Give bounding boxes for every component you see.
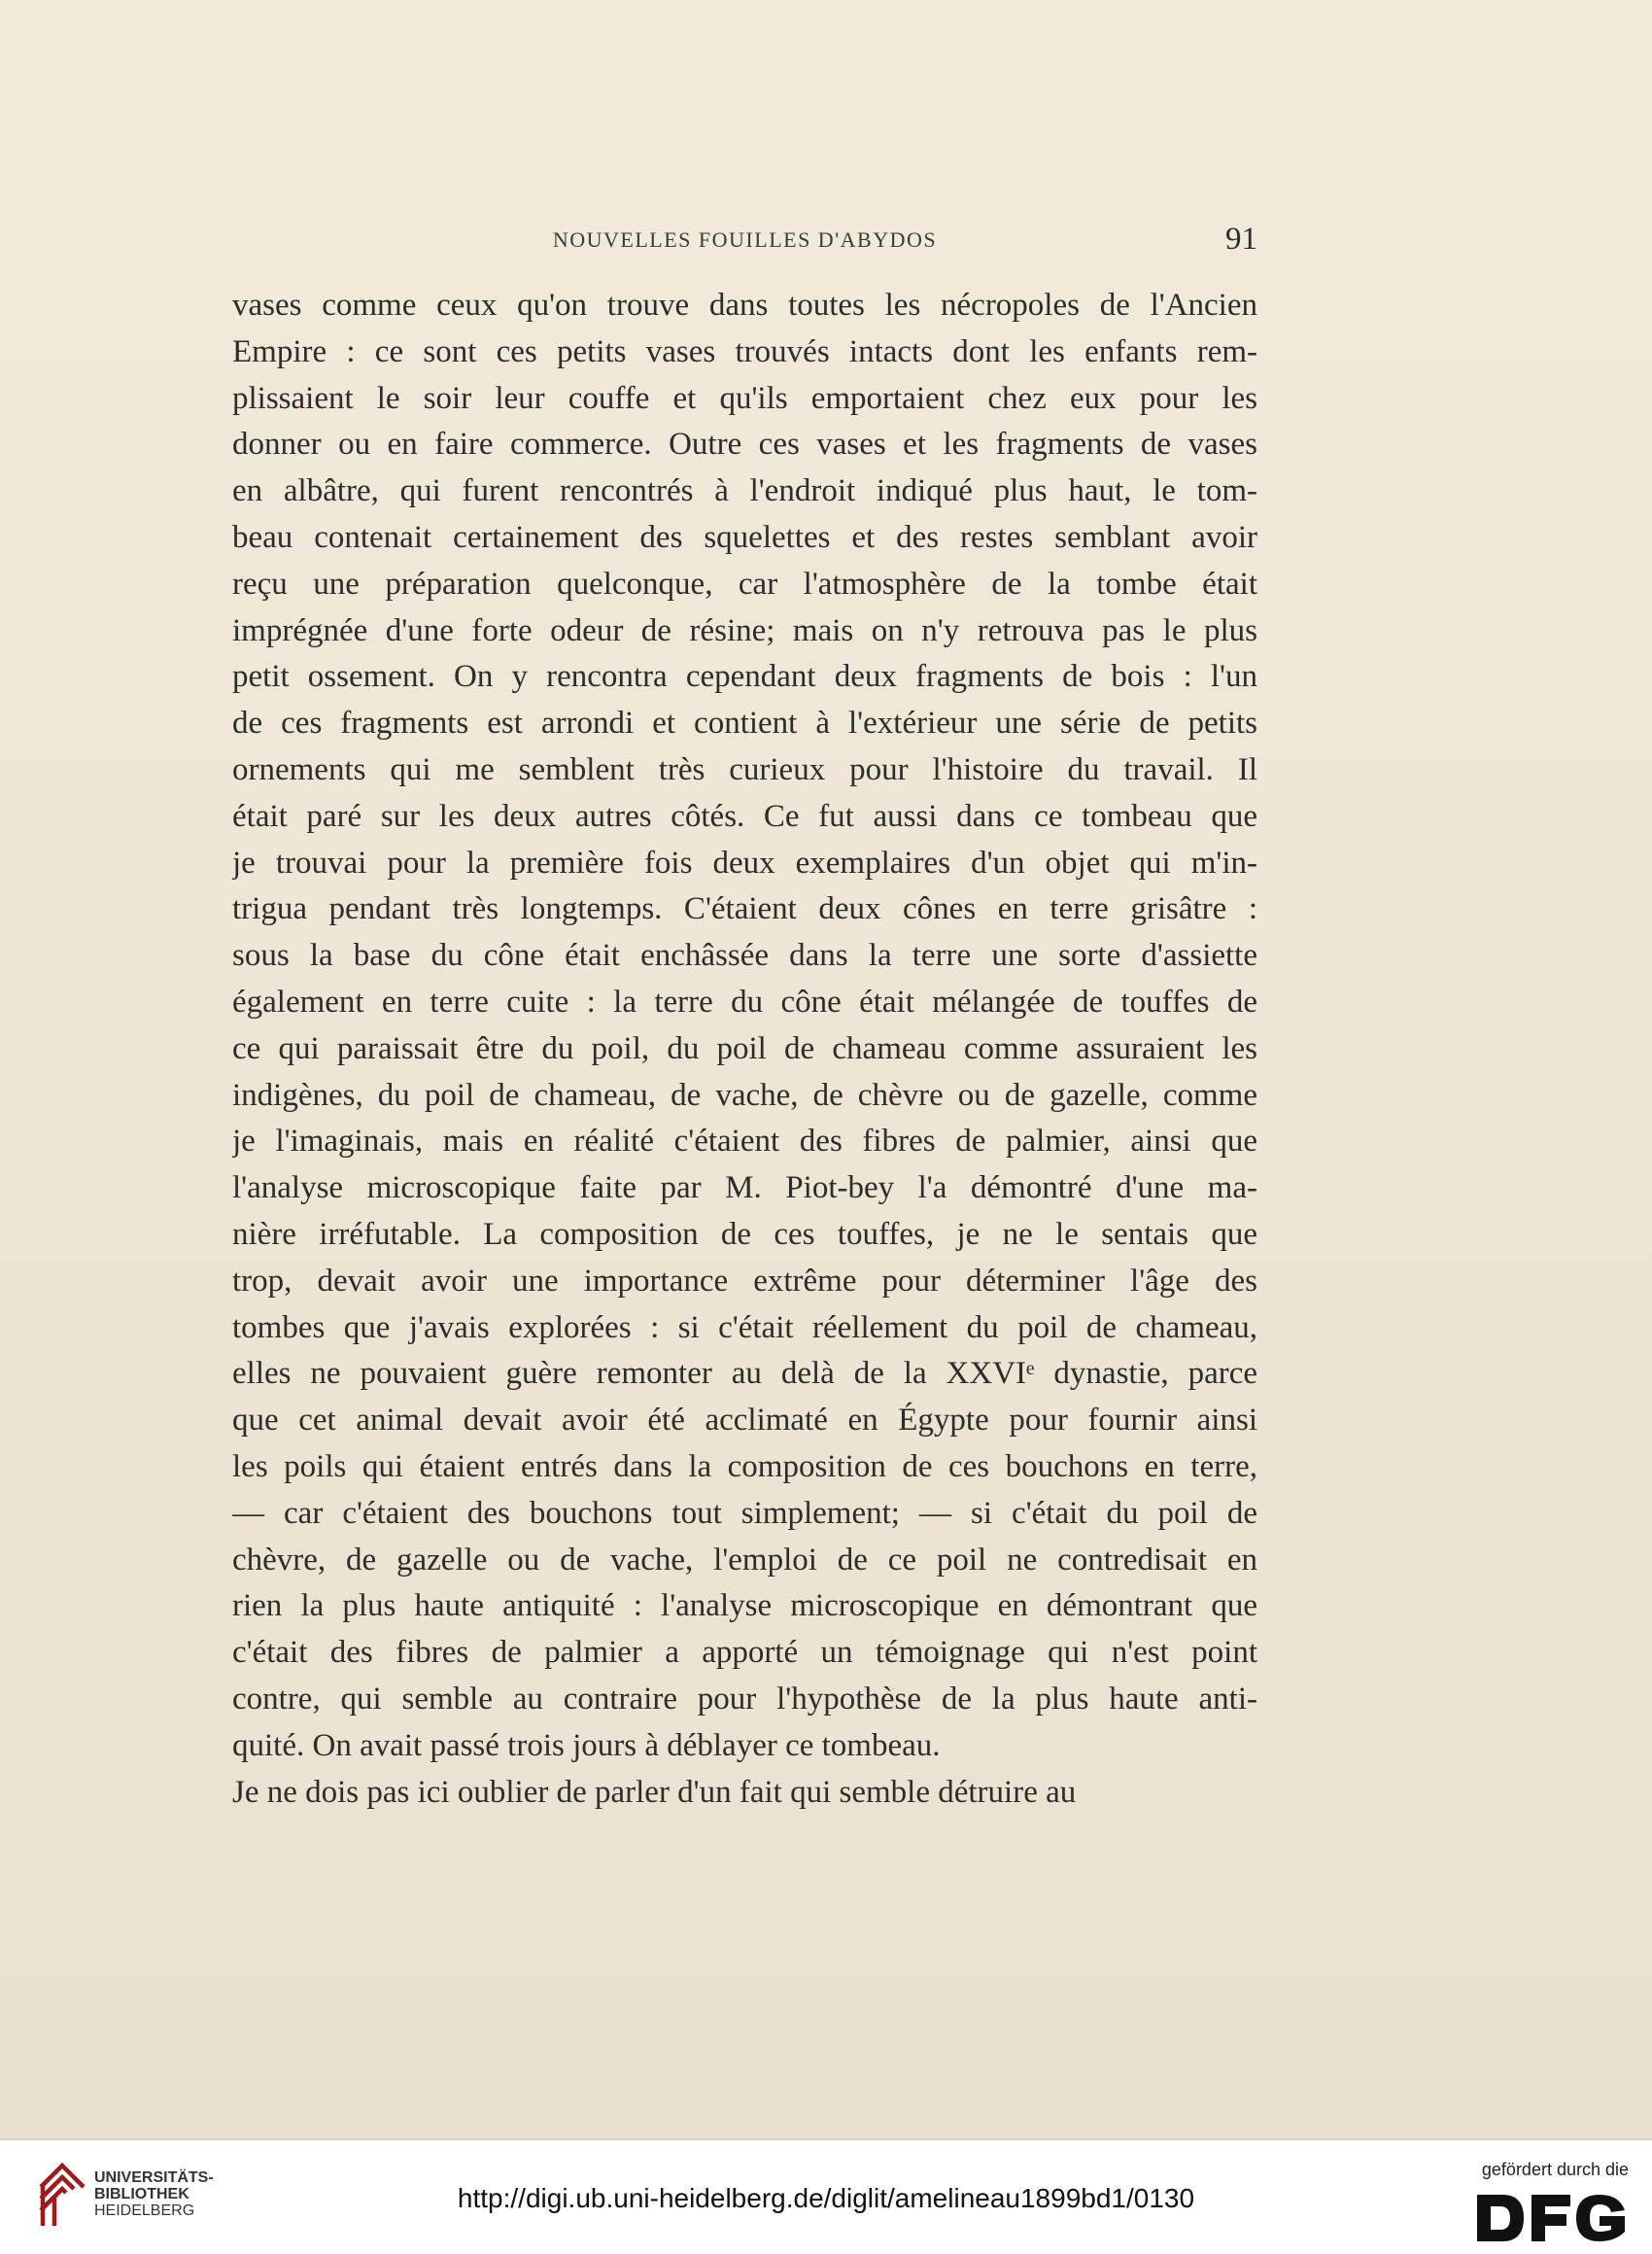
text-line: beau contenait certainement des squelettes et des restes semblant avoir [232, 519, 1257, 555]
text-line: vases comme ceux qu'on trouve dans toutes les nécropoles de l'Ancien [232, 288, 1257, 323]
text-line: les poils qui étaient entrés dans la composition de ces bouchons en terre, [232, 1448, 1257, 1484]
text-line: contre, qui semble au contraire pour l'hypothèse de la plus haute anti- [232, 1681, 1257, 1717]
text-line: je trouvai pour la première fois deux exemplaires d'un objet qui m'in- [232, 845, 1257, 881]
dfg-logo-icon [1473, 2189, 1629, 2247]
text-line: reçu une préparation quelconque, car l'atmosphère de la tombe était [232, 566, 1257, 602]
text-line: rien la plus haute antiquité : l'analyse microscopique en démontrant que [232, 1588, 1257, 1624]
text-line: nière irréfutable. La composition de ces touffes, je ne le sentais que [232, 1216, 1257, 1252]
text-line: était paré sur les deux autres côtés. Ce fut aussi dans ce tombeau que [232, 798, 1257, 834]
running-head [232, 222, 1257, 260]
text-line: trigua pendant très longtemps. C'étaient deux cônes en terre grisâtre : [232, 891, 1257, 927]
text-line: Je ne dois pas ici oublier de parler d'un fait qui semble détruire au [232, 1774, 1077, 1810]
text-line: Empire : ce sont ces petits vases trouvés intacts dont les enfants rem- [232, 333, 1257, 369]
text-line: donner ou en faire commerce. Outre ces vases et les fragments de vases [232, 427, 1257, 463]
permalink-url[interactable]: http://digi.ub.uni-heidelberg.de/diglit/amelineau1899bd1/0130 [457, 2183, 1195, 2213]
text-line: plissaient le soir leur couffe et qu'ils emportaient chez eux pour les [232, 380, 1257, 416]
text-line: elles ne pouvaient guère remonter au delà de la XXVIᵉ dynastie, parce [232, 1356, 1257, 1392]
digitization-footer [0, 2138, 1652, 2254]
body-text [232, 283, 1257, 1816]
text-line: en albâtre, qui furent rencontrés à l'endroit indiqué plus haut, le tom- [232, 473, 1257, 509]
page-number: 91 [1225, 222, 1257, 257]
text-line: quité. On avait passé trois jours à déblayer ce tombeau. [232, 1727, 941, 1763]
text-line: imprégnée d'une forte odeur de résine; mais on n'y retrouva pas le plus [232, 612, 1257, 648]
text-line: de ces fragments est arrondi et contient à l'extérieur une série de petits [232, 706, 1257, 742]
text-line: je l'imaginais, mais en réalité c'étaient des fibres de palmier, ainsi que [232, 1124, 1257, 1160]
text-line: trop, devait avoir une importance extrême pour déterminer l'âge des [232, 1263, 1257, 1299]
text-line: ornements qui me semblent très curieux pour l'histoire du travail. Il [232, 751, 1257, 787]
text-line: ce qui paraissait être du poil, du poil de chameau comme assuraient les [232, 1030, 1257, 1066]
funded-by-label: gefördert durch die [1481, 2160, 1629, 2179]
text-line: sous la base du cône était enchâssée dans la terre une sorte d'assiette [232, 938, 1257, 974]
footer-divider [0, 2138, 1652, 2140]
library-name: UNIVERSITÄTS- BIBLIOTHEK HEIDELBERG [94, 2169, 214, 2219]
text-line: indigènes, du poil de chameau, de vache, de chèvre ou de gazelle, comme [232, 1077, 1257, 1113]
running-title: NOUVELLES FOUILLES D'ABYDOS [552, 227, 938, 252]
text-line: — car c'étaient des bouchons tout simplement; — si c'était du poil de [232, 1495, 1257, 1531]
text-line: l'analyse microscopique faite par M. Piot-bey l'a démontré d'une ma- [232, 1170, 1257, 1206]
text-line: également en terre cuite : la terre du cône était mélangée de touffes de [232, 984, 1257, 1020]
text-line: petit ossement. On y rencontra cependant deux fragments de bois : l'un [232, 659, 1257, 695]
text-line: c'était des fibres de palmier a apporté un témoignage qui n'est point [232, 1635, 1257, 1671]
text-line: chèvre, de gazelle ou de vache, l'emploi de ce poil ne contredisait en [232, 1542, 1257, 1578]
text-line: tombes que j'avais explorées : si c'était réellement du poil de chameau, [232, 1309, 1257, 1345]
text-line: que cet animal devait avoir été acclimaté en Égypte pour fournir ainsi [232, 1403, 1257, 1439]
